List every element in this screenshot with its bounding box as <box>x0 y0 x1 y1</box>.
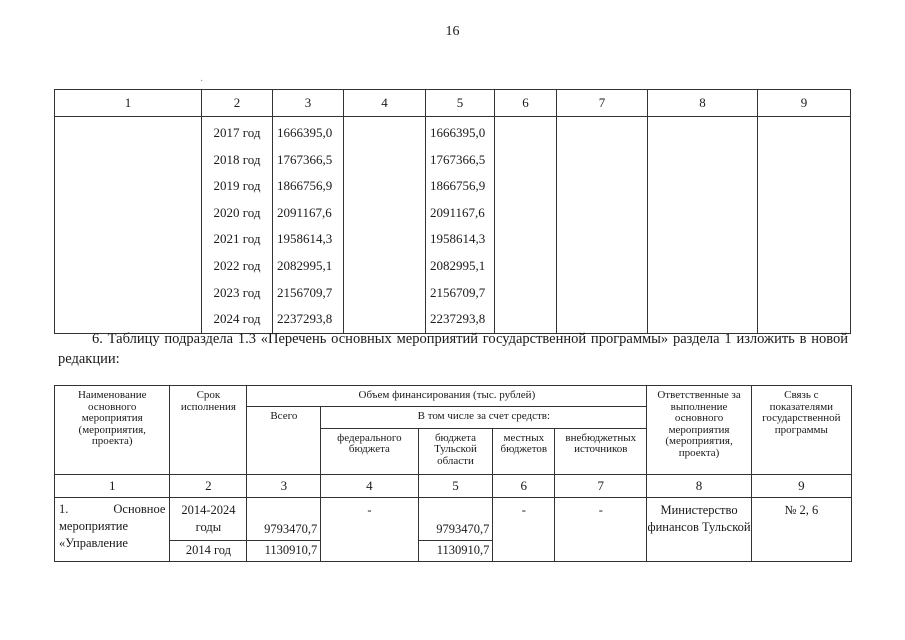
amount-value: 2237293,8 <box>277 311 333 327</box>
column-numbers-row <box>55 474 852 497</box>
activity-regional: 9793470,7 <box>418 497 493 540</box>
amount-value: 1866756,9 <box>430 178 486 194</box>
year-label: 2017 год <box>213 125 261 140</box>
column-number: 8 <box>647 474 751 497</box>
table-row <box>55 497 852 540</box>
top-table <box>54 89 851 334</box>
top-header-cell: 8 <box>648 90 758 117</box>
year-label: 2020 год <box>213 204 261 220</box>
header-link: Связь с показателями государственной программы <box>751 386 851 475</box>
header-name: Наименование основного мероприятия (мероприятия, проекта) <box>55 386 170 475</box>
page-number: 16 <box>445 24 460 39</box>
amount-value: 1666395,0 <box>277 125 333 140</box>
year-label: 2024 год <box>213 311 261 327</box>
top-header-cell: 4 <box>344 90 426 117</box>
header-funding: Объем финансирования (тыс. рублей) <box>247 386 647 407</box>
activity-number: 1. <box>59 501 69 516</box>
column-number: 5 <box>418 474 493 497</box>
top-cell-years <box>202 117 273 334</box>
top-cell-empty <box>495 117 557 334</box>
column-number: 2 <box>170 474 247 497</box>
instruction-paragraph: 6. Таблицу подраздела 1.3 «Перечень основных мероприятий государственной программы» раздела 1 изложить в новой редакции: <box>58 331 848 367</box>
top-header-cell: 3 <box>273 90 344 117</box>
column-number: 4 <box>321 474 418 497</box>
top-cell-empty <box>344 117 426 334</box>
top-cell-total <box>273 117 344 334</box>
year-label: 2021 год <box>213 231 261 247</box>
amount-value: 2156709,7 <box>277 284 333 300</box>
header-term: Срок исполнения <box>170 386 247 475</box>
top-cell-empty <box>648 117 758 334</box>
scan-mark: · <box>200 76 204 87</box>
activity-name <box>55 497 170 561</box>
amount-value: 1767366,5 <box>430 151 486 167</box>
year-label: 2018 год <box>213 151 261 167</box>
column-number: 7 <box>555 474 647 497</box>
top-header-cell: 1 <box>55 90 202 117</box>
year-label: 2019 год <box>213 178 261 194</box>
amount-value: 2091167,6 <box>277 204 332 220</box>
activity-term: 2014-2024 годы <box>170 497 247 540</box>
activity-link: № 2, 6 <box>751 497 851 561</box>
column-number: 1 <box>55 474 170 497</box>
amount-value: 2082995,1 <box>277 257 333 273</box>
top-header-cell: 9 <box>758 90 851 117</box>
header-federal: федерального бюджета <box>321 428 418 474</box>
header-including: В том числе за счет средств: <box>321 406 647 428</box>
activity-name-line: «Управление <box>59 535 128 550</box>
amount-value: 2156709,7 <box>430 284 486 300</box>
top-header-row <box>55 90 851 117</box>
sub-term: 2014 год <box>170 540 247 561</box>
top-header-cell: 5 <box>426 90 495 117</box>
header-regional: бюджета Тульской области <box>418 428 493 474</box>
top-header-cell: 2 <box>202 90 273 117</box>
column-number: 3 <box>247 474 321 497</box>
top-header-cell: 7 <box>557 90 648 117</box>
amount-value: 1958614,3 <box>277 231 333 247</box>
header-extra: внебюджетных источников <box>555 428 647 474</box>
top-body-row <box>55 117 851 334</box>
amount-value: 1666395,0 <box>430 125 486 140</box>
sub-total: 1130910,7 <box>247 540 321 561</box>
activity-name-word: Основное <box>113 501 166 516</box>
sub-regional: 1130910,7 <box>418 540 493 561</box>
activity-extra: - <box>555 497 647 561</box>
activity-name-line: мероприятие <box>59 518 129 533</box>
column-number: 9 <box>751 474 851 497</box>
top-cell-empty <box>557 117 648 334</box>
activities-table <box>54 385 852 562</box>
top-cell-regional <box>426 117 495 334</box>
amount-value: 2082995,1 <box>430 257 486 273</box>
amount-value: 2237293,8 <box>430 311 486 327</box>
top-header-cell: 6 <box>495 90 557 117</box>
activity-local: - <box>493 497 555 561</box>
header-local: местных бюджетов <box>493 428 555 474</box>
activity-total: 9793470,7 <box>247 497 321 540</box>
activity-federal: - <box>321 497 418 561</box>
amount-value: 2091167,6 <box>430 204 485 220</box>
activity-responsible: Министерство финансов Тульской <box>647 497 751 561</box>
year-label: 2023 год <box>213 284 261 300</box>
year-label: 2022 год <box>213 257 261 273</box>
amount-value: 1767366,5 <box>277 151 333 167</box>
column-number: 6 <box>493 474 555 497</box>
amount-value: 1866756,9 <box>277 178 333 194</box>
header-total: Всего <box>247 406 321 474</box>
top-cell-empty <box>758 117 851 334</box>
header-responsible: Ответственные за выполнение основного мероприятия (мероприятия, проекта) <box>647 386 751 475</box>
top-cell-empty <box>55 117 202 334</box>
amount-value: 1958614,3 <box>430 231 486 247</box>
